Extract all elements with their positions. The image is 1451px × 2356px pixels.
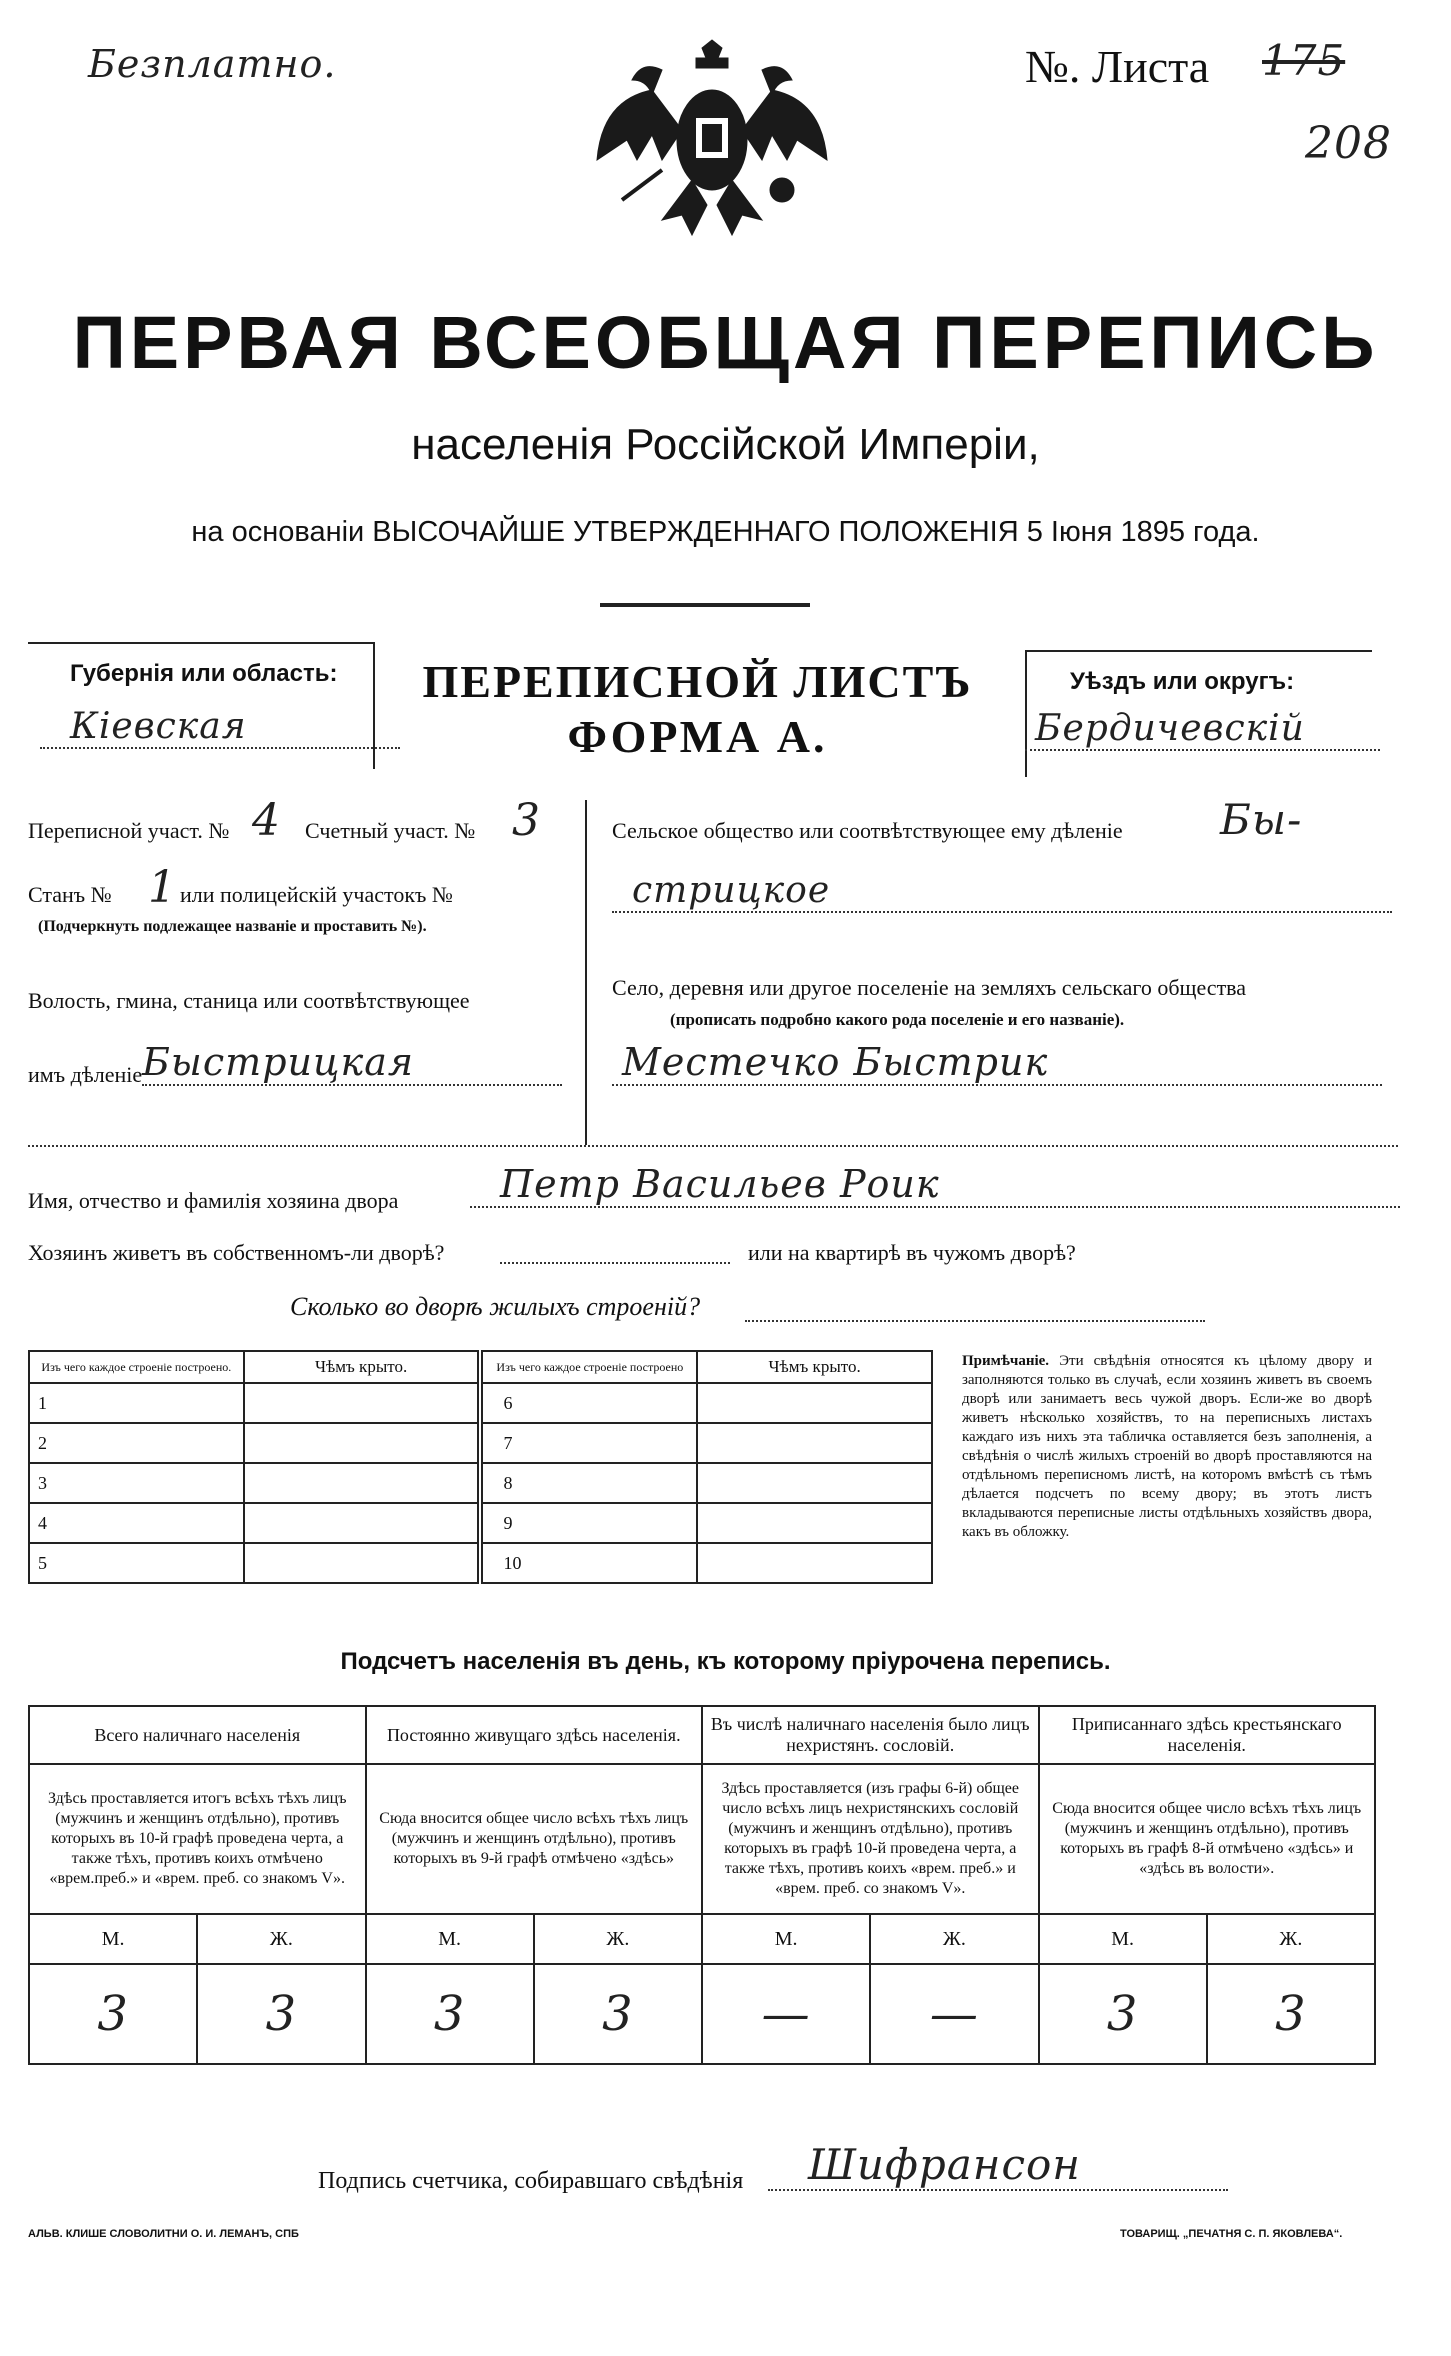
table-row — [29, 1503, 932, 1543]
population-col-title: Всего наличнаго населенія — [29, 1706, 366, 1764]
owner-name-value: Петр Васильев Роик — [470, 1162, 1400, 1208]
building-number: 6 — [480, 1383, 697, 1423]
building-number: 8 — [480, 1463, 697, 1503]
guberniya-label: Губернія или область: — [70, 660, 338, 687]
uchastok-value: 4 — [252, 795, 281, 846]
owner-name-label: Имя, отчество и фамилія хозяина двора — [28, 1188, 399, 1213]
table-row — [29, 1423, 932, 1463]
buildings-label: Сколько во дворѣ жилыхъ строеній? — [290, 1292, 701, 1321]
buildings-value — [745, 1320, 1205, 1322]
building-number: 4 — [29, 1503, 244, 1543]
population-col-desc: Здѣсь проставляется итогъ всѣхъ тѣхъ лицъ (мужчинъ и женщинъ отдѣльно), противъ которыхъ въ 10-й графѣ проведена черта, а также тѣхъ, противъ коихъ отмѣчено «врем.преб.» и «врем. преб. со знакомъ V». — [29, 1764, 366, 1914]
population-table — [28, 1705, 1376, 2065]
village-note: (прописать подробно какого рода поселеніе и его названіе). — [670, 1010, 1125, 1029]
note-title: Примѣчаніе. — [962, 1353, 1050, 1369]
section-divider — [28, 1145, 1398, 1147]
volost-label: Волость, гмина, станица или соотвѣтствующее — [28, 988, 470, 1013]
building-number: 2 — [29, 1423, 244, 1463]
population-value: 3 — [366, 1964, 534, 2064]
volost-value: Быстрицкая — [142, 1040, 562, 1086]
free-label: Безплатно. — [88, 42, 337, 86]
buildings-col-material-2: Изъ чего каждое строеніе построено — [480, 1351, 697, 1383]
building-number: 3 — [29, 1463, 244, 1503]
uezd-label: Уѣздъ или округъ: — [1070, 668, 1295, 695]
population-heading: Подсчетъ населенія въ день, къ которому пріурочена перепись. — [340, 1648, 1111, 1675]
ornament-divider — [600, 603, 810, 607]
building-number: 7 — [480, 1423, 697, 1463]
buildings-col-material: Изъ чего каждое строеніе построено. — [29, 1351, 244, 1383]
building-number: 9 — [480, 1503, 697, 1543]
column-divider — [585, 800, 587, 1145]
underline-note: (Подчеркнуть подлежащее названіе и проставить №). — [38, 918, 427, 935]
sex-label: М. — [366, 1914, 534, 1964]
page-title: ПЕРВАЯ ВСЕОБЩАЯ ПЕРЕПИСЬ — [72, 301, 1379, 384]
building-number: 1 — [29, 1383, 244, 1423]
sex-label: Ж. — [534, 1914, 702, 1964]
village-label: Село, деревня или другое поселеніе на земляхъ сельскаго общества — [612, 975, 1247, 1000]
sheet-number-corrected: 208 — [1305, 118, 1392, 169]
police-label: или полицейскій участокъ № — [180, 882, 453, 907]
uezd-value: Бердичевскій — [1025, 708, 1380, 751]
population-value: 3 — [197, 1964, 365, 2064]
population-value: 3 — [534, 1964, 702, 2064]
sex-label: Ж. — [1207, 1914, 1375, 1964]
population-value: 3 — [1207, 1964, 1375, 2064]
buildings-col-roof: Чѣмъ крыто. — [244, 1351, 481, 1383]
population-value: 3 — [1039, 1964, 1207, 2064]
population-col-desc: Здѣсь проставляется (изъ графы 6-й) общее число всѣхъ лицъ нехристянскихъ сословій (мужчинъ и женщинъ отдѣльно), противъ которыхъ въ графѣ 10-й проведена черта, а также тѣхъ, противъ коихъ «врем. преб.» и «врем. преб. со знакомъ V». — [702, 1764, 1039, 1914]
schetny-value: 3 — [512, 795, 541, 846]
building-number: 5 — [29, 1543, 244, 1583]
basis-line: на основаніи ВЫСОЧАЙШЕ УТВЕРЖДЕННАГО ПОЛОЖЕНІЯ 5 Іюня 1895 года. — [191, 516, 1260, 548]
sheet-number-value: 175 — [1262, 36, 1346, 85]
double-headed-eagle-icon — [592, 30, 832, 250]
owner-lives-label: Хозяинъ живетъ въ собственномъ-ли дворѣ? — [28, 1240, 445, 1265]
population-col-desc: Сюда вносится общее число всѣхъ тѣхъ лицъ (мужчинъ и женщинъ отдѣльно), противъ которыхъ въ 9-й графѣ отмѣчено «здѣсь» — [366, 1764, 703, 1914]
sheet-number-label: №. Листа — [1025, 41, 1210, 92]
form-subtitle: ФОРМА А. — [567, 711, 828, 762]
signature-value: Шифрансон — [768, 2140, 1228, 2191]
uchastok-label: Переписной участ. № — [28, 818, 230, 843]
village-value: Местечко Быстрик — [612, 1040, 1382, 1086]
owner-rent-label: или на квартирѣ въ чужомъ дворѣ? — [748, 1240, 1076, 1265]
footer-left: АЛЬВ. КЛИШЕ СЛОВОЛИТНИ О. И. ЛЕМАНЪ, СПБ — [28, 2228, 299, 2240]
population-col-desc: Сюда вносится общее число всѣхъ тѣхъ лицъ (мужчинъ и женщинъ отдѣльно), противъ которыхъ въ графѣ 8-й отмѣчено «здѣсь» и «здѣсь въ волости». — [1039, 1764, 1376, 1914]
signature-label: Подпись счетчика, собиравшаго свѣдѣнія — [318, 2168, 744, 2194]
footer-right: ТОВАРИЩ. „ПЕЧАТНЯ С. П. ЯКОВЛЕВА“. — [1120, 2228, 1343, 2240]
table-row — [29, 1543, 932, 1583]
population-col-title: Постоянно живущаго здѣсь населенія. — [366, 1706, 703, 1764]
note-text: Эти свѣдѣнія относятся къ цѣлому двору и заполняются только въ случаѣ, если хозяинъ живетъ въ своемъ дворѣ или занимаетъ весь чужой дворъ. Если-же во дворѣ живетъ нѣсколько хозяйствъ, то на переписныхъ листахъ каждаго изъ нихъ эта табличка оставляется безъ заполненія, а свѣдѣнія о числѣ жилыхъ строеній во дворѣ проставляются на отдѣльномъ переписномъ листѣ, на которомъ вмѣстѣ съ тѣмъ дѣлается подсчетъ по всему двору; въ этотъ листъ вкладываются переписные листы отдѣльныхъ хозяйствъ двора, какъ въ обложку. — [962, 1353, 1373, 1540]
table-row — [29, 1463, 932, 1503]
note-block — [962, 1352, 1372, 1542]
sex-label: Ж. — [197, 1914, 365, 1964]
schetny-label: Счетный участ. № — [305, 818, 476, 843]
table-row — [29, 1383, 932, 1423]
page-subtitle: населенія Россійской Имперіи, — [411, 420, 1040, 469]
population-col-title: Въ числѣ наличнаго населенія было лицъ нехристянъ. сословій. — [702, 1706, 1039, 1764]
form-title: ПЕРЕПИСНОЙ ЛИСТЪ — [422, 656, 973, 707]
population-col-title: Приписаннаго здѣсь крестьянскаго населенія. — [1039, 1706, 1376, 1764]
sex-label: М. — [1039, 1914, 1207, 1964]
buildings-col-roof-2: Чѣмъ крыто. — [697, 1351, 932, 1383]
society-value-1: Бы- — [1220, 795, 1303, 844]
volost-label-2: имъ дѣленіе — [28, 1062, 143, 1087]
owner-lives-value — [500, 1262, 730, 1264]
buildings-table — [28, 1350, 933, 1584]
stan-label: Станъ № — [28, 882, 112, 907]
society-label: Сельское общество или соотвѣтствующее ему дѣленіе — [612, 818, 1123, 843]
population-value: 3 — [29, 1964, 197, 2064]
society-value-2: стрицкое — [612, 870, 1392, 913]
sex-label: М. — [29, 1914, 197, 1964]
stan-value: 1 — [148, 862, 177, 913]
sex-label: М. — [702, 1914, 870, 1964]
sex-label: Ж. — [870, 1914, 1038, 1964]
guberniya-value: Кіевская — [40, 706, 400, 749]
population-value: — — [702, 1964, 870, 2064]
population-value: — — [870, 1964, 1038, 2064]
building-number: 10 — [480, 1543, 697, 1583]
